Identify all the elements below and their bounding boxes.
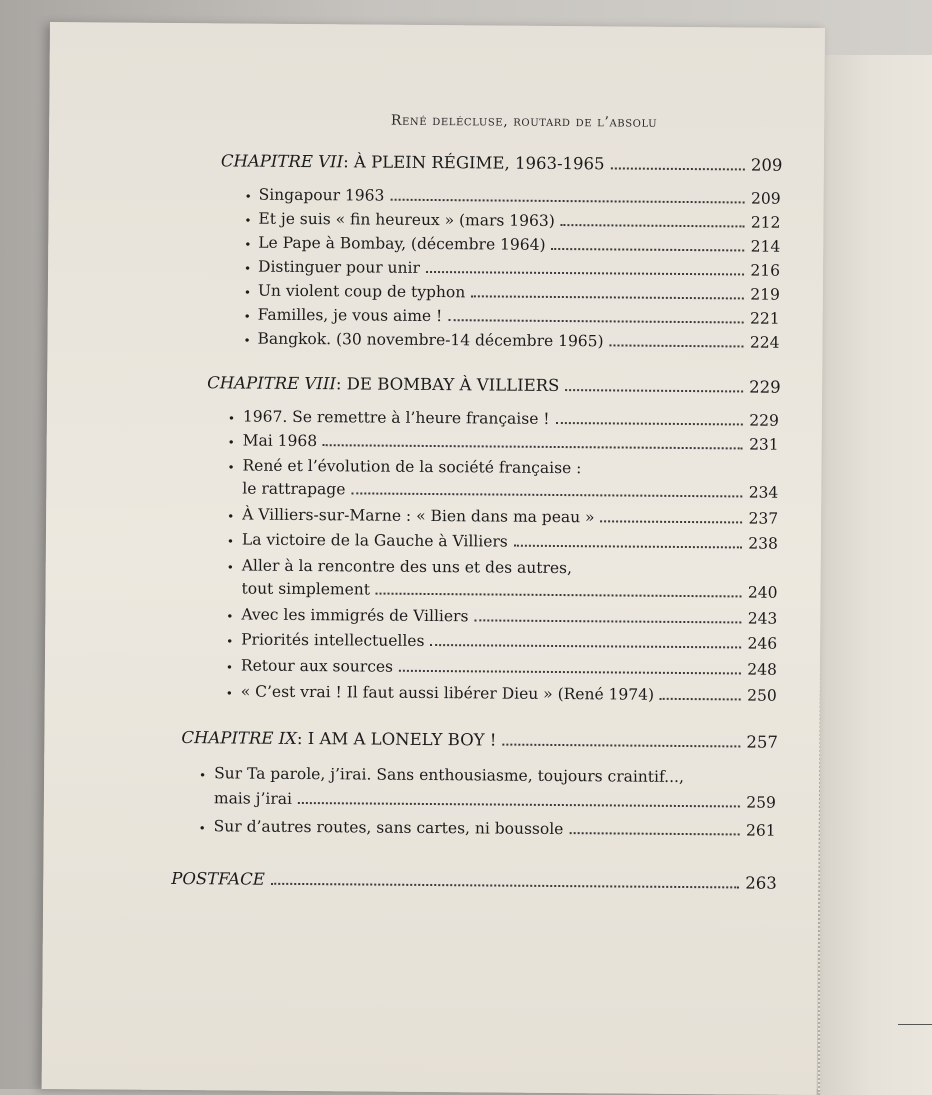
dot-leader <box>502 744 740 748</box>
list-item[interactable] <box>258 258 780 280</box>
list-item[interactable] <box>241 657 777 679</box>
bullet-icon: • <box>226 560 234 575</box>
dot-leader <box>430 644 741 648</box>
chapter-subtitle: : À PLEIN RÉGIME, 1963-1965 <box>343 152 605 174</box>
list-item[interactable] <box>242 531 778 553</box>
page-number: 246 <box>747 634 778 653</box>
dot-leader <box>298 802 740 807</box>
page-number: 243 <box>747 609 778 628</box>
bullet-icon: • <box>244 189 252 204</box>
bullet-icon: • <box>225 660 234 675</box>
chapter-title: CHAPITRE IX <box>181 728 298 748</box>
item-label: Bangkok. (30 novembre-14 décembre 1965) <box>257 329 604 351</box>
item-label: Et je suis « fin heureux » (mars 1963) <box>258 209 555 230</box>
chapter-8-entry[interactable] <box>207 373 779 396</box>
dot-leader <box>376 593 742 598</box>
dot-leader <box>390 199 744 204</box>
table-of-contents <box>42 22 825 1095</box>
dot-leader <box>611 167 745 170</box>
chapter-title: CHAPITRE VIII <box>207 373 336 394</box>
item-label: Distinguer pour unir <box>258 257 420 277</box>
list-item[interactable] <box>241 580 777 602</box>
dot-leader <box>471 295 744 299</box>
chapter-7-entry[interactable] <box>221 151 781 174</box>
dot-leader <box>323 444 743 449</box>
page-number: 229 <box>749 411 779 430</box>
dot-leader <box>610 344 744 347</box>
bullet-icon: • <box>243 285 252 300</box>
bullet-icon: • <box>244 237 252 252</box>
item-label: Mai 1968 <box>242 431 318 451</box>
page-number: 240 <box>747 583 778 602</box>
list-item[interactable] <box>258 306 780 328</box>
page-number: 250 <box>747 686 777 705</box>
item-label: Sur d’autres routes, sans cartes, ni boussole <box>213 817 564 839</box>
item-label: « C’est vrai ! Il faut aussi libérer Dieu » (René 1974) <box>240 682 655 704</box>
page-number: 234 <box>748 483 779 502</box>
item-label: Le Pape à Bombay, (décembre 1964) <box>258 233 546 254</box>
list-item[interactable] <box>258 282 780 304</box>
list-item[interactable] <box>259 186 781 208</box>
item-label: Familles, je vous aime ! <box>257 305 443 326</box>
item-label: Un violent coup de typhon <box>257 281 466 302</box>
dot-leader <box>448 319 743 323</box>
item-label: tout simplement <box>241 579 371 599</box>
page-number: 238 <box>748 534 778 553</box>
list-item[interactable] <box>257 330 779 352</box>
bullet-icon: • <box>244 261 252 276</box>
item-label: À Villiers-sur-Marne : « Bien dans ma peau » <box>242 505 595 527</box>
dot-leader <box>351 492 742 497</box>
dot-leader <box>552 248 745 252</box>
list-item[interactable] <box>242 480 778 502</box>
bullet-icon: • <box>227 411 236 426</box>
page-number: 237 <box>748 509 779 528</box>
page-number: 216 <box>750 261 781 280</box>
page-number: 231 <box>749 435 779 454</box>
chapter-9-entry[interactable] <box>181 728 776 752</box>
book-page <box>42 22 825 1095</box>
list-item[interactable] <box>241 683 777 705</box>
facing-page-edge <box>818 55 932 1095</box>
postface-title: POSTFACE <box>171 868 265 889</box>
bullet-icon: • <box>227 460 235 475</box>
chapter-subtitle: : DE BOMBAY À VILLIERS <box>335 374 560 396</box>
bullet-icon: • <box>226 534 235 549</box>
chapter-title: CHAPITRE VII <box>220 151 344 172</box>
item-label: Retour aux sources <box>240 656 394 676</box>
dot-leader <box>556 422 743 425</box>
list-item[interactable] <box>242 506 778 528</box>
bullet-icon: • <box>244 213 252 228</box>
bullet-icon: • <box>243 309 251 324</box>
list-item[interactable] <box>241 631 777 653</box>
list-item[interactable] <box>243 408 779 430</box>
page-number: 261 <box>746 821 776 840</box>
postface-entry[interactable] <box>171 869 775 893</box>
list-item[interactable] <box>241 606 777 628</box>
bullet-icon: • <box>227 435 235 450</box>
page-number: 257 <box>746 732 778 752</box>
item-label: le rattrapage <box>242 479 346 499</box>
bullet-icon: • <box>226 634 234 649</box>
page-number: 209 <box>750 155 783 175</box>
bullet-icon: • <box>227 509 235 524</box>
item-label-line1: René et l’évolution de la société française : <box>242 456 582 478</box>
page-number: 219 <box>750 285 780 304</box>
item-label: mais j’irai <box>213 789 293 808</box>
page-number: 212 <box>750 213 781 232</box>
running-header: René delécluse, routard de l’absolu <box>390 112 658 131</box>
list-item[interactable] <box>214 817 776 839</box>
dot-leader <box>569 832 739 835</box>
dot-leader <box>565 389 743 392</box>
list-item[interactable] <box>214 789 776 811</box>
page-number: 221 <box>750 309 780 328</box>
bullet-icon: • <box>243 333 251 348</box>
item-label: Avec les immigrés de Villiers <box>241 605 469 626</box>
dot-leader <box>426 271 744 275</box>
item-label: Singapour 1963 <box>258 185 385 205</box>
item-label: Priorités intellectuelles <box>241 630 425 650</box>
list-item[interactable] <box>258 210 780 232</box>
dot-leader <box>474 619 741 623</box>
page-number: 259 <box>746 793 776 812</box>
chapter-subtitle: : I AM A LONELY BOY ! <box>296 728 497 750</box>
dot-leader <box>601 520 743 523</box>
bullet-icon: • <box>225 686 233 701</box>
item-label-line1: Aller à la rencontre des uns et des autres, <box>241 556 573 578</box>
bullet-icon: • <box>199 768 207 783</box>
dot-leader <box>271 883 739 889</box>
item-label: 1967. Se remettre à l’heure française ! <box>242 407 550 428</box>
page-number: 209 <box>750 189 781 208</box>
list-item[interactable] <box>258 234 780 256</box>
page-number: 229 <box>749 377 781 397</box>
bullet-icon: • <box>198 821 206 836</box>
bullet-icon: • <box>226 609 234 624</box>
page-number: 263 <box>745 873 777 893</box>
item-label-line1: Sur Ta parole, j’irai. Sans enthousiasme, toujours craintif..., <box>214 764 684 787</box>
page-number: 214 <box>750 237 781 256</box>
list-item[interactable] <box>243 432 779 454</box>
item-label: La victoire de la Gauche à Villiers <box>241 530 508 551</box>
page-number: 248 <box>747 660 778 679</box>
dot-leader <box>514 545 742 549</box>
dot-leader <box>561 224 745 227</box>
dot-leader <box>660 698 741 701</box>
facing-page-rule <box>898 1024 932 1025</box>
dot-leader <box>399 670 741 675</box>
page-number: 224 <box>749 333 780 352</box>
